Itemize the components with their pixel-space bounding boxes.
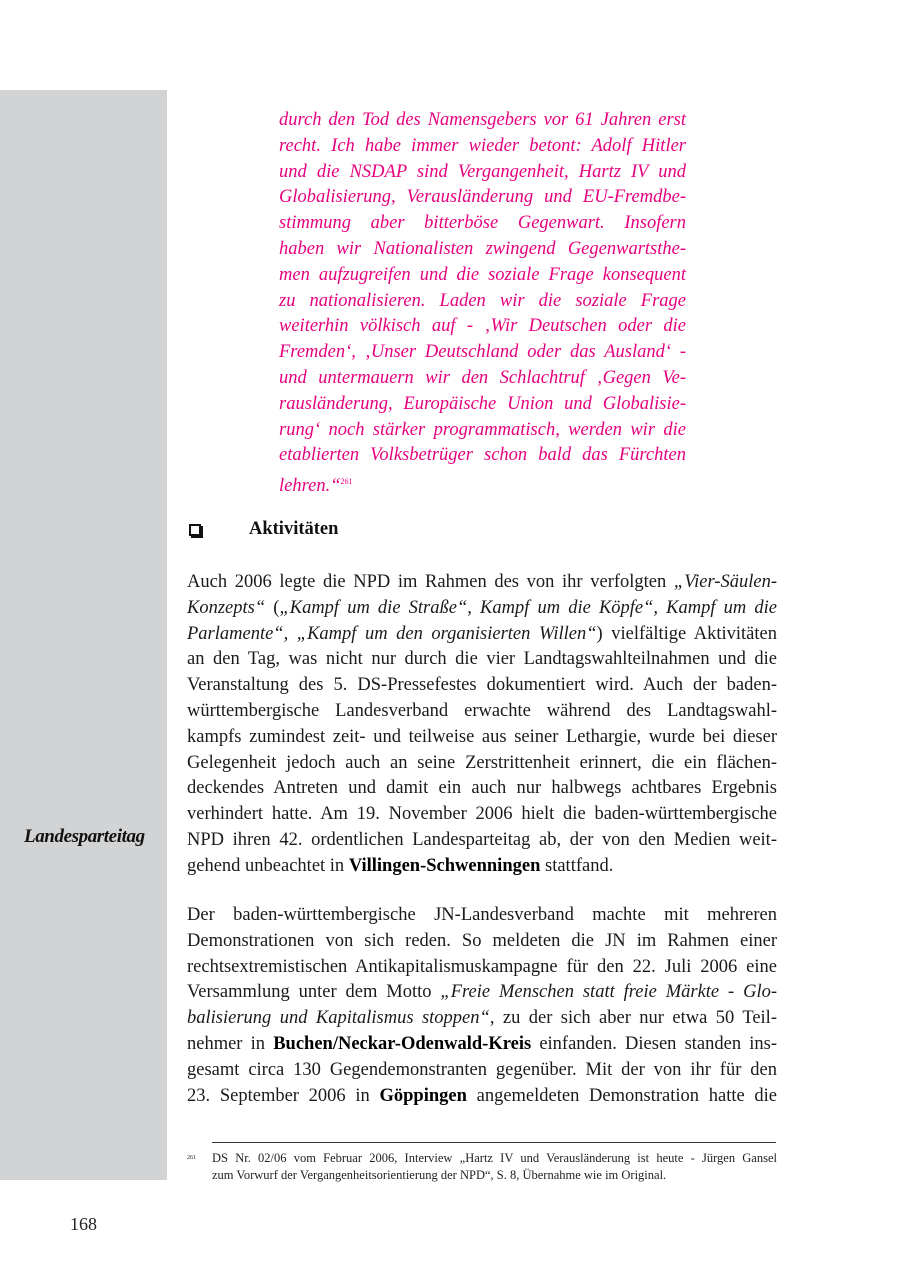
quote-line: recht. Ich habe immer wieder betont: Adolf Hitler <box>279 135 686 156</box>
section-title: Aktivitäten <box>249 519 339 539</box>
quote-line: rausländerung, Europäische Union und Globalisie- <box>279 393 686 414</box>
italic-run: „Freie Menschen statt freie Märkte - Glo- <box>440 982 777 1003</box>
italic-run: Parlamente“, „Kampf um den organisierten Willen“ <box>187 623 597 644</box>
quote-line: und untermauern wir den Schlachtruf ‚Gegen Ve- <box>279 367 686 388</box>
quote-line: rung‘ noch stärker programmatisch, werden wir die <box>279 419 686 440</box>
paragraph-line: württembergische Landesverband erwachte während des Landtagswahl- <box>187 700 777 721</box>
paragraph-line: verhindert hatte. Am 19. November 2006 hielt die baden-württembergische <box>187 804 777 825</box>
footnote-divider <box>212 1142 776 1143</box>
footnote-line: zum Vorwurf der Vergangenheitsorientierung der NPD“, S. 8, Übernahme wie im Original. <box>212 1168 667 1182</box>
paragraph-line <box>187 1032 777 1058</box>
text-run: ) vielfältige Aktivitäten <box>596 623 777 644</box>
italic-run: „Kampf um die Straße“, Kampf um die Köpfe“, Kampf um die <box>279 597 777 618</box>
quote-block <box>279 108 686 500</box>
text-run: einfanden. Diesen standen ins- <box>531 1033 777 1054</box>
paragraph-jn-demonstrations <box>187 903 777 1109</box>
quote-line: etablierten Volksbetrüger schon bald das Fürchten <box>279 445 686 466</box>
paragraph-line: gesamt circa 130 Gegendemonstranten gegenüber. Mit der von ihr für den <box>187 1059 777 1080</box>
paragraph-line: Gelegenheit jedoch auch an seine Zerstrittenheit erinnert, die ein flächen- <box>187 752 777 773</box>
text-run: stattfand. <box>540 855 614 876</box>
italic-run: „Vier-Säulen- <box>673 572 777 592</box>
checkbox-bullet-icon <box>189 524 201 536</box>
footnote-number: 261 <box>187 1155 196 1161</box>
text-run: gehend unbeachtet in <box>187 855 349 876</box>
footnote <box>187 1150 777 1184</box>
paragraph-activities <box>187 570 777 880</box>
text-run: angemeldeten Demonstration hatte die <box>466 1085 777 1106</box>
text-run: Auch 2006 legte die NPD im Rahmen des von ihr verfolgten <box>187 572 674 592</box>
paragraph-line <box>187 596 777 622</box>
italic-run: Konzepts“ <box>187 597 266 618</box>
quote-line: weiterhin völkisch auf - ‚Wir Deutschen oder die <box>279 316 686 337</box>
paragraph-line: Demonstrationen von sich reden. So meldeten die JN im Rahmen einer <box>187 930 777 951</box>
section-heading <box>187 519 777 545</box>
italic-run: balisierung und Kapitalismus stoppen“ <box>187 1008 490 1029</box>
footnote-reference[interactable]: 261 <box>340 477 353 487</box>
paragraph-line: an den Tag, was nicht nur durch die vier Landtagswahlteilnahmen und die <box>187 649 777 670</box>
text-run: ( <box>265 597 280 618</box>
quote-line: zu nationalisieren. Laden wir die soziale Frage <box>279 290 686 311</box>
quote-line: Globalisierung, Verausländerung und EU-Fremdbe- <box>279 187 686 208</box>
paragraph-line <box>187 570 777 596</box>
page-number: 168 <box>70 1214 97 1234</box>
paragraph-line: Der baden-württembergische JN-Landesverband machte mit mehreren <box>187 905 777 925</box>
quote-line: haben wir Nationalisten zwingend Gegenwartsthe- <box>279 238 686 259</box>
margin-sidebar <box>0 90 167 1180</box>
quote-line: men aufzugreifen und die soziale Frage konsequent <box>279 264 686 285</box>
paragraph-line: kampfs zumindest zeit- und teilweise aus seiner Lethargie, wurde bei dieser <box>187 726 777 747</box>
quote-last-text: lehren.“ <box>279 476 341 497</box>
location-buchen: Buchen/Neckar-Odenwald-Kreis <box>273 1033 532 1054</box>
paragraph-line: deckendes Antreten und damit ein auch nur halbwegs achtbares Ergebnis <box>187 778 777 799</box>
footnote-text <box>212 1150 777 1184</box>
paragraph-line: rechtsextremistischen Antikapitalismuskampagne für den 22. Juli 2006 eine <box>187 956 777 977</box>
quote-line: stimmung aber bitterböse Gegenwart. Insofern <box>279 213 686 234</box>
paragraph-line <box>187 854 777 880</box>
text-run: , zu der sich aber nur etwa 50 Teil- <box>489 1008 777 1029</box>
text-run: Versammlung unter dem Motto <box>187 982 441 1003</box>
paragraph-line <box>187 980 777 1006</box>
location-goeppingen: Göppingen <box>379 1085 467 1106</box>
quote-line: Fremden‘, ‚Unser Deutschland oder das Ausland‘ - <box>279 342 686 363</box>
paragraph-line: NPD ihren 42. ordentlichen Landesparteitag ab, der von den Medien weit- <box>187 829 777 850</box>
paragraph-line <box>187 1006 777 1032</box>
margin-note-landesparteitag: Landesparteitag <box>24 826 145 847</box>
text-run: 23. September 2006 in <box>187 1085 380 1106</box>
paragraph-line: Veranstaltung des 5. DS-Pressefestes dokumentiert wird. Auch der baden- <box>187 675 777 696</box>
paragraph-line <box>187 1084 777 1110</box>
quote-line: durch den Tod des Namensgebers vor 61 Jahren erst <box>279 110 686 130</box>
paragraph-line <box>187 622 777 648</box>
quote-last-line <box>279 469 686 500</box>
footnote-line: DS Nr. 02/06 vom Februar 2006, Interview „Hartz IV und Verausländerung ist heute - Jürgen Gansel <box>212 1151 777 1165</box>
text-run: nehmer in <box>187 1033 274 1054</box>
quote-line: und die NSDAP sind Vergangenheit, Hartz IV und <box>279 161 686 182</box>
location-villingen-schwenningen: Villingen-Schwenningen <box>348 855 541 876</box>
